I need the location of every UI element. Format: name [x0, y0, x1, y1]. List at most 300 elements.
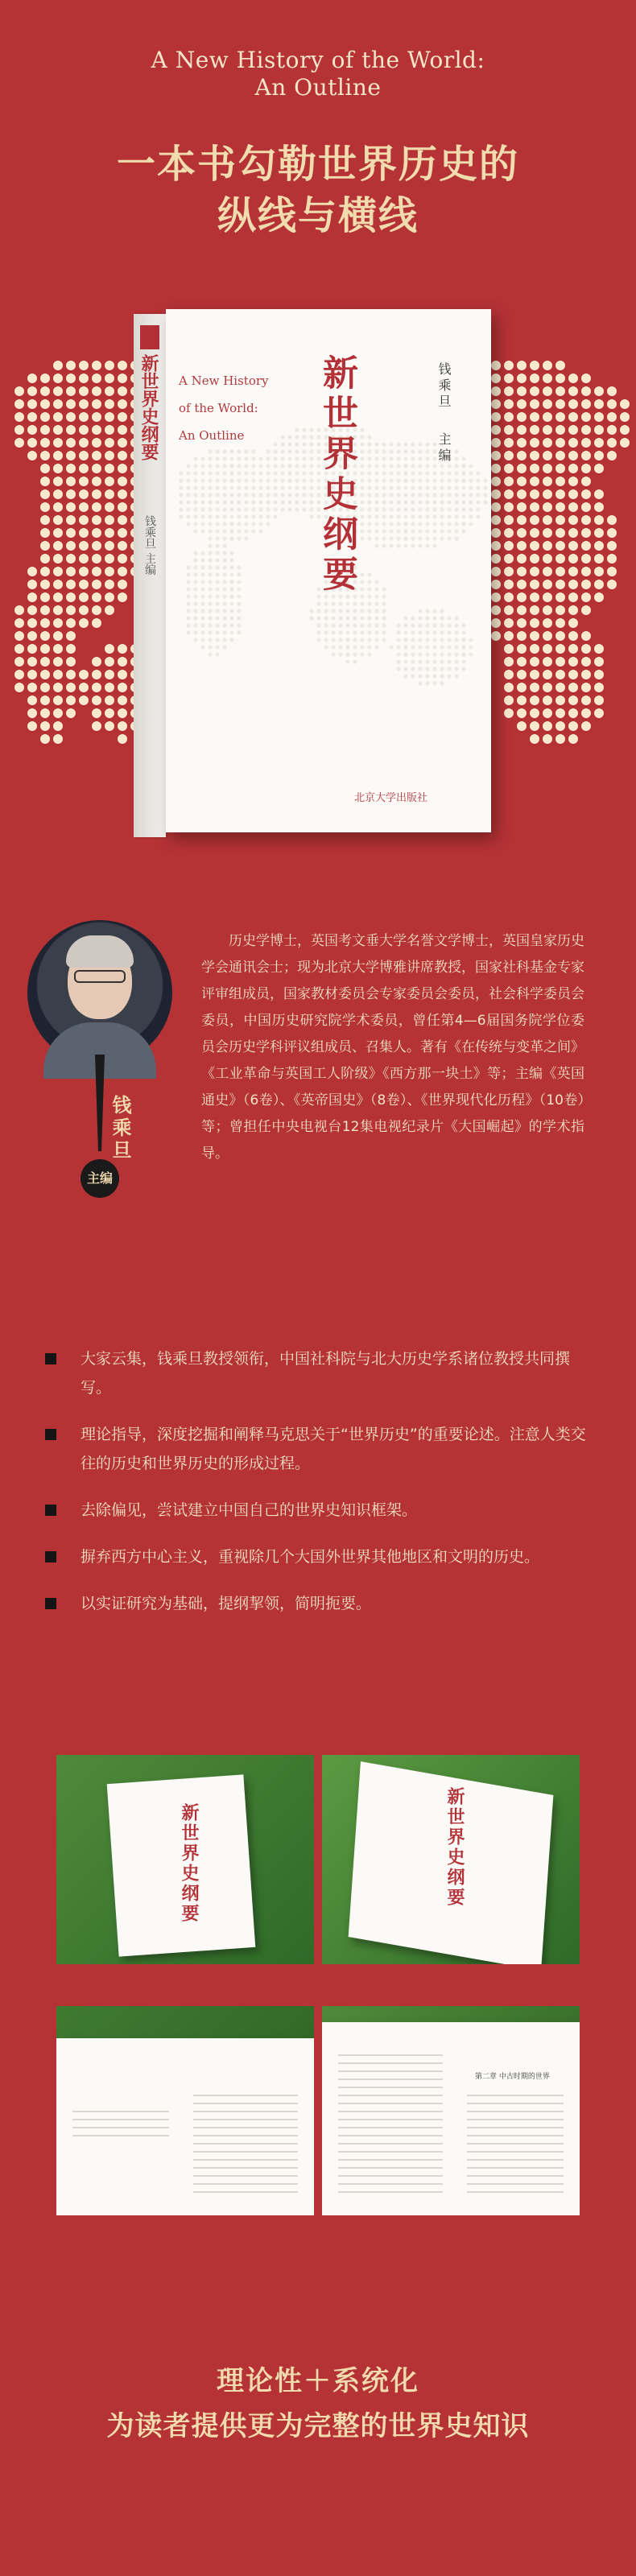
- map-dot: [118, 592, 127, 602]
- photo-page-lines-right: [467, 2095, 564, 2199]
- cover-map-dot: [258, 485, 262, 489]
- cover-map-dot: [302, 493, 306, 497]
- cover-map-dot: [425, 623, 429, 627]
- map-dot: [568, 708, 578, 718]
- cover-author-role: 主编: [436, 432, 452, 465]
- cover-map-dot: [382, 616, 386, 620]
- map-dot: [79, 489, 89, 499]
- cover-map-dot: [411, 616, 415, 620]
- map-dot: [105, 708, 114, 718]
- map-dot: [581, 670, 591, 679]
- map-dot: [581, 515, 591, 525]
- cover-map-dot: [476, 471, 480, 475]
- map-dot: [92, 683, 101, 692]
- map-dot: [491, 386, 501, 396]
- map-dot: [92, 696, 101, 705]
- map-dot: [40, 464, 50, 473]
- map-dot: [530, 399, 539, 409]
- cover-map-dot: [440, 514, 444, 518]
- map-dot: [504, 592, 514, 602]
- cover-map-dot: [237, 522, 241, 526]
- map-dot: [568, 696, 578, 705]
- cover-map-dot: [403, 485, 407, 489]
- cover-map-dot: [237, 478, 241, 482]
- photo-chapter-heading: 第二章 中古时期的世界: [475, 2073, 550, 2081]
- cover-map-dot: [251, 464, 255, 468]
- map-dot: [79, 361, 89, 370]
- photo-book-angled: [322, 1755, 580, 1964]
- map-dot: [118, 644, 127, 654]
- cover-map-dot: [222, 485, 226, 489]
- cover-map-dot: [237, 449, 241, 453]
- map-dot: [594, 502, 604, 512]
- map-dot: [530, 605, 539, 615]
- map-dot: [620, 438, 630, 448]
- cover-map-dot: [432, 674, 436, 678]
- cover-map-dot: [403, 500, 407, 504]
- map-dot: [594, 592, 604, 602]
- map-dot: [105, 438, 114, 448]
- map-dot: [517, 515, 527, 525]
- map-dot: [543, 618, 552, 628]
- cover-map-dot: [208, 616, 212, 620]
- cover-map-dot: [396, 543, 400, 547]
- cover-map-dot: [469, 645, 473, 649]
- cover-map-dot: [273, 485, 277, 489]
- map-dot: [14, 683, 24, 692]
- cover-map-dot: [360, 572, 364, 576]
- map-dot: [543, 554, 552, 564]
- english-title-line-2: An Outline: [254, 74, 382, 101]
- cover-map-dot: [186, 507, 190, 511]
- cover-map-dot: [432, 493, 436, 497]
- map-dot: [504, 361, 514, 370]
- cover-map-dot: [432, 659, 436, 663]
- cover-map-dot: [469, 493, 473, 497]
- map-dot: [92, 721, 101, 731]
- map-dot: [594, 438, 604, 448]
- map-dot: [504, 554, 514, 564]
- cover-map-dot: [447, 674, 451, 678]
- map-dot: [581, 425, 591, 435]
- map-dot: [92, 605, 101, 615]
- map-dot: [66, 605, 76, 615]
- chinese-headline-line-1: 一本书勾勒世界历史的: [116, 142, 519, 187]
- cover-map-dot: [396, 522, 400, 526]
- cover-map-dot: [454, 493, 458, 497]
- author-role-badge: 主编: [81, 1159, 119, 1198]
- cover-map-dot: [360, 529, 364, 533]
- map-dot: [607, 554, 617, 564]
- cover-map-dot: [418, 638, 422, 642]
- map-dot: [517, 489, 527, 499]
- cover-map-dot: [237, 471, 241, 475]
- cover-map-dot: [222, 638, 226, 642]
- cover-map-dot: [411, 485, 415, 489]
- cover-map-dot: [425, 522, 429, 526]
- cover-map-dot: [287, 456, 291, 460]
- cover-map-dot: [418, 449, 422, 453]
- cover-map-dot: [367, 601, 371, 605]
- cover-map-dot: [186, 609, 190, 613]
- cover-map-dot: [476, 493, 480, 497]
- map-dot: [66, 502, 76, 512]
- cover-map-dot: [229, 536, 233, 540]
- map-dot: [79, 541, 89, 551]
- map-dot: [530, 644, 539, 654]
- map-dot: [491, 592, 501, 602]
- cover-map-dot: [200, 485, 204, 489]
- map-dot: [79, 502, 89, 512]
- map-dot: [105, 683, 114, 692]
- cover-map-dot: [338, 630, 342, 634]
- cover-map-dot: [389, 478, 393, 482]
- map-dot: [92, 489, 101, 499]
- cover-map-dot: [432, 500, 436, 504]
- cover-map-dot: [353, 601, 357, 605]
- map-dot: [118, 683, 127, 692]
- map-dot: [517, 425, 527, 435]
- cover-map-dot: [469, 478, 473, 482]
- cover-map-dot: [461, 638, 465, 642]
- map-dot: [105, 489, 114, 499]
- cover-map-dot: [331, 616, 335, 620]
- cover-map-dot: [461, 522, 465, 526]
- cover-map-dot: [324, 645, 328, 649]
- cover-map-dot: [367, 529, 371, 533]
- cover-map-dot: [208, 601, 212, 605]
- cover-map-dot: [266, 471, 270, 475]
- map-dot: [27, 708, 37, 718]
- cover-map-dot: [295, 493, 299, 497]
- map-dot: [66, 683, 76, 692]
- cover-map-dot: [200, 623, 204, 627]
- cover-map-dot: [215, 565, 219, 569]
- cover-map-dot: [396, 514, 400, 518]
- cover-map-dot: [208, 500, 212, 504]
- cover-map-dot: [186, 514, 190, 518]
- cover-map-dot: [338, 616, 342, 620]
- cover-map-dot: [273, 464, 277, 468]
- map-dot: [27, 425, 37, 435]
- cover-map-dot: [382, 471, 386, 475]
- map-dot: [79, 618, 89, 628]
- cover-map-dot: [222, 623, 226, 627]
- map-dot: [27, 683, 37, 692]
- map-dot: [105, 554, 114, 564]
- map-dot: [581, 708, 591, 718]
- cover-map-dot: [432, 645, 436, 649]
- map-dot: [105, 515, 114, 525]
- cover-map-dot: [229, 529, 233, 533]
- photo-book-page: [322, 2006, 580, 2215]
- cover-map-dot: [403, 536, 407, 540]
- cover-map-dot: [411, 478, 415, 482]
- map-dot: [79, 425, 89, 435]
- map-dot: [568, 644, 578, 654]
- map-dot: [92, 541, 101, 551]
- map-dot: [504, 683, 514, 692]
- map-dot: [491, 502, 501, 512]
- cover-map-dot: [251, 529, 255, 533]
- map-dot: [530, 670, 539, 679]
- map-dot: [27, 696, 37, 705]
- cover-map-dot: [418, 471, 422, 475]
- cover-map-dot: [432, 638, 436, 642]
- cover-map-dot: [200, 609, 204, 613]
- map-dot: [543, 605, 552, 615]
- cover-map-dot: [266, 449, 270, 453]
- map-dot: [555, 721, 565, 731]
- english-title-line-1: A New History of the World:: [151, 47, 485, 73]
- cover-map-dot: [345, 623, 349, 627]
- cover-map-dot: [266, 478, 270, 482]
- cover-map-dot: [229, 464, 233, 468]
- cover-map-dot: [374, 616, 378, 620]
- photo-contents-lines: [193, 2095, 298, 2199]
- cover-map-dot: [403, 543, 407, 547]
- map-dot: [568, 515, 578, 525]
- map-dot: [504, 451, 514, 460]
- photo-book-standing: [56, 1755, 314, 1964]
- map-dot: [530, 541, 539, 551]
- map-dot: [555, 580, 565, 589]
- cover-map-dot: [469, 500, 473, 504]
- map-dot: [555, 438, 565, 448]
- cover-map-dot: [273, 449, 277, 453]
- cover-map-dot: [244, 500, 248, 504]
- map-dot: [14, 386, 24, 396]
- feature-text: 理论指导，深度挖掘和阐释马克思关于“世界历史”的重要论述。注意人类交往的历史和世界历史的形成过程。: [81, 1426, 586, 1472]
- feature-item: [45, 1496, 593, 1525]
- map-dot: [568, 554, 578, 564]
- cover-en-line-2: of the World:: [179, 401, 258, 415]
- cover-map-dot: [411, 456, 415, 460]
- cover-map-dot: [237, 587, 241, 591]
- cover-map-dot: [280, 478, 284, 482]
- cover-map-dot: [469, 471, 473, 475]
- map-dot: [581, 644, 591, 654]
- cover-map-dot: [367, 594, 371, 598]
- cover-map-dot: [374, 638, 378, 642]
- map-dot: [594, 670, 604, 679]
- map-dot: [607, 528, 617, 538]
- cover-map-dot: [360, 630, 364, 634]
- cover-map-dot: [179, 471, 183, 475]
- map-dot: [40, 489, 50, 499]
- cover-map-dot: [403, 464, 407, 468]
- map-dot: [581, 554, 591, 564]
- cover-map-dot: [396, 478, 400, 482]
- cover-map-dot: [302, 485, 306, 489]
- map-dot: [105, 477, 114, 486]
- map-dot: [92, 361, 101, 370]
- cover-map-dot: [345, 659, 349, 663]
- cover-map-dot: [193, 558, 197, 562]
- cover-map-dot: [374, 442, 378, 446]
- map-dot: [66, 644, 76, 654]
- map-dot: [53, 412, 63, 422]
- map-dot: [118, 670, 127, 679]
- cover-map-dot: [237, 630, 241, 634]
- cover-map-dot: [425, 609, 429, 613]
- map-dot: [555, 567, 565, 576]
- cover-map-dot: [447, 623, 451, 627]
- map-dot: [53, 644, 63, 654]
- cover-map-dot: [186, 587, 190, 591]
- map-dot: [543, 683, 552, 692]
- map-dot: [568, 451, 578, 460]
- map-dot: [530, 502, 539, 512]
- map-dot: [543, 464, 552, 473]
- cover-map-dot: [244, 471, 248, 475]
- cover-map-dot: [425, 681, 429, 685]
- cover-map-dot: [432, 681, 436, 685]
- cover-map-dot: [237, 572, 241, 576]
- cover-map-dot: [280, 500, 284, 504]
- cover-map-dot: [258, 456, 262, 460]
- cover-map-dot: [258, 529, 262, 533]
- map-dot: [530, 567, 539, 576]
- cover-map-dot: [440, 471, 444, 475]
- cover-map-dot: [432, 529, 436, 533]
- map-dot: [543, 734, 552, 744]
- chinese-headline: [0, 138, 636, 242]
- cover-map-dot: [353, 645, 357, 649]
- map-dot: [555, 399, 565, 409]
- cover-map-dot: [374, 449, 378, 453]
- map-dot: [504, 399, 514, 409]
- cover-map-dot: [287, 493, 291, 497]
- cover-map-dot: [411, 500, 415, 504]
- map-dot: [568, 580, 578, 589]
- cover-map-dot: [403, 471, 407, 475]
- map-dot: [40, 541, 50, 551]
- map-dot: [105, 670, 114, 679]
- map-dot: [53, 696, 63, 705]
- cover-map-dot: [418, 529, 422, 533]
- map-dot: [568, 567, 578, 576]
- cover-map-dot: [389, 500, 393, 504]
- cover-map-dot: [440, 500, 444, 504]
- cover-map-dot: [389, 485, 393, 489]
- cover-map-dot: [237, 536, 241, 540]
- cover-map-dot: [360, 587, 364, 591]
- cover-map-dot: [229, 630, 233, 634]
- cover-map-dot: [382, 456, 386, 460]
- cover-map-dot: [302, 435, 306, 439]
- map-dot: [14, 412, 24, 422]
- cover-map-dot: [411, 638, 415, 642]
- cover-map-dot: [447, 645, 451, 649]
- cover-map-dot: [309, 616, 313, 620]
- cover-map-dot: [403, 667, 407, 671]
- cover-map-dot: [309, 442, 313, 446]
- cover-map-dot: [382, 442, 386, 446]
- map-dot: [594, 696, 604, 705]
- map-dot: [530, 489, 539, 499]
- map-dot: [27, 386, 37, 396]
- cover-map-dot: [418, 485, 422, 489]
- cover-map-dot: [367, 493, 371, 497]
- cover-map-dot: [258, 471, 262, 475]
- cover-map-dot: [215, 507, 219, 511]
- cover-map-dot: [454, 529, 458, 533]
- map-dot: [517, 696, 527, 705]
- square-bullet-icon: [45, 1551, 56, 1563]
- cover-map-dot: [440, 616, 444, 620]
- map-dot: [66, 708, 76, 718]
- map-dot: [66, 528, 76, 538]
- cover-map-dot: [287, 449, 291, 453]
- cover-map-dot: [353, 652, 357, 656]
- cover-map-dot: [425, 442, 429, 446]
- cover-map-dot: [389, 449, 393, 453]
- cover-map-dot: [280, 464, 284, 468]
- map-dot: [66, 541, 76, 551]
- map-dot: [53, 515, 63, 525]
- cover-map-dot: [186, 601, 190, 605]
- map-dot: [40, 528, 50, 538]
- cover-map-dot: [295, 456, 299, 460]
- cover-map-dot: [396, 507, 400, 511]
- cover-map-dot: [208, 594, 212, 598]
- cover-map-dot: [382, 536, 386, 540]
- cover-map-dot: [208, 449, 212, 453]
- cover-map-dot: [193, 630, 197, 634]
- cover-map-dot: [389, 543, 393, 547]
- map-dot: [53, 683, 63, 692]
- map-dot: [118, 657, 127, 667]
- cover-map-dot: [374, 609, 378, 613]
- map-dot: [118, 464, 127, 473]
- map-dot: [568, 425, 578, 435]
- map-dot: [581, 502, 591, 512]
- cover-map-dot: [411, 529, 415, 533]
- cover-map-dot: [447, 616, 451, 620]
- cover-map-dot: [403, 623, 407, 627]
- cover-map-dot: [396, 536, 400, 540]
- cover-map-dot: [237, 594, 241, 598]
- cover-map-dot: [403, 514, 407, 518]
- map-dot: [491, 631, 501, 641]
- cover-map-dot: [360, 464, 364, 468]
- cover-map-dot: [367, 514, 371, 518]
- cover-map-dot: [425, 471, 429, 475]
- map-dot: [79, 696, 89, 705]
- cover-publisher: 北京大学出版社: [354, 792, 428, 804]
- map-dot: [517, 399, 527, 409]
- map-dot: [504, 618, 514, 628]
- cover-map-dot: [193, 514, 197, 518]
- cover-map-dot: [258, 507, 262, 511]
- cover-map-dot: [432, 667, 436, 671]
- cover-map-dot: [208, 529, 212, 533]
- map-dot: [517, 644, 527, 654]
- map-dot: [92, 592, 101, 602]
- cover-map-dot: [193, 478, 197, 482]
- spine-logo: [140, 325, 159, 349]
- cover-map-dot: [258, 522, 262, 526]
- cover-map-dot: [229, 594, 233, 598]
- cover-map-dot: [374, 623, 378, 627]
- map-dot: [594, 515, 604, 525]
- cover-map-dot: [222, 630, 226, 634]
- cover-map-dot: [193, 464, 197, 468]
- cover-map-dot: [186, 594, 190, 598]
- cover-map-dot: [215, 500, 219, 504]
- cover-map-dot: [229, 493, 233, 497]
